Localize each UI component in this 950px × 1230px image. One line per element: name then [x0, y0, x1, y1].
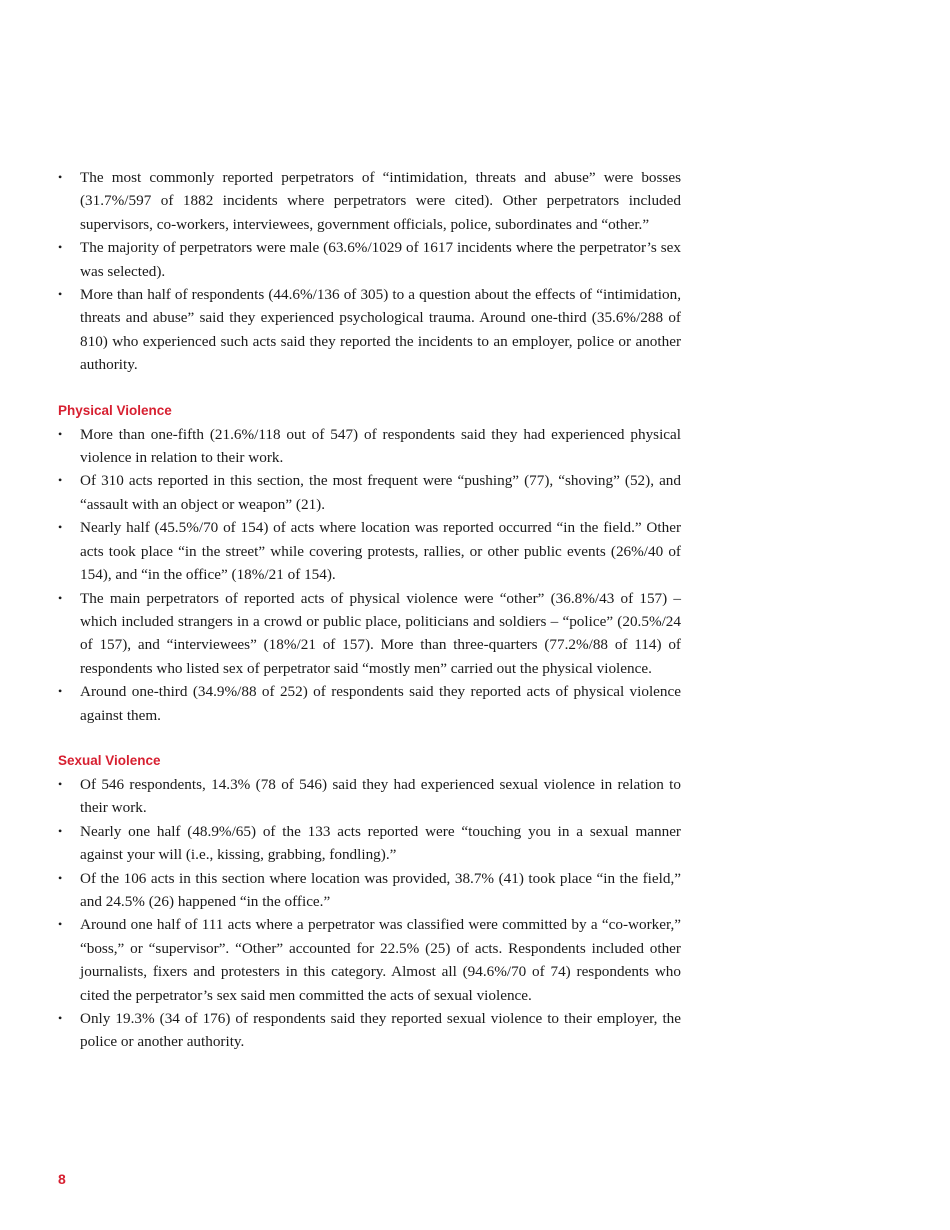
- bullet-glyph: •: [58, 870, 63, 885]
- bullet-glyph: •: [58, 170, 63, 184]
- sexual-violence-bullet-list: [58, 773, 681, 1054]
- list-item: [58, 283, 681, 377]
- bullet-glyph: •: [58, 590, 63, 605]
- physical-violence-bullet-list: [58, 423, 681, 727]
- bullet-text: Of the 106 acts in this section where location was provided, 38.7% (41) took place “in the field,” and 24.5% (26) happened “in the office.”: [80, 869, 681, 910]
- bullet-text: Nearly half (45.5%/70 of 154) of acts where location was reported occurred “in the field.” Other acts took place “in the street” while covering protests, rallies, or other public events (26%/40 of 154), and “in the office” (18%/21 of 154).: [80, 519, 681, 584]
- bullet-glyph: •: [58, 776, 63, 791]
- bullet-text: Around one-third (34.9%/88 of 252) of respondents said they reported acts of physical violence against them.: [80, 683, 681, 724]
- bullet-glyph: •: [58, 520, 63, 535]
- bullet-glyph: •: [58, 823, 63, 838]
- bullet-text: Nearly one half (48.9%/65) of the 133 acts reported were “touching you in a sexual manner against your will (i.e., kissing, grabbing, fondling).”: [80, 822, 681, 864]
- page-number: 8: [58, 1171, 66, 1187]
- bullet-glyph: •: [58, 426, 63, 441]
- list-item: [58, 1007, 681, 1054]
- bullet-text: The majority of perpetrators were male (63.6%/1029 of 1617 incidents where the perpetrator’s sex was selected).: [80, 239, 681, 280]
- list-item: [58, 867, 681, 914]
- bullet-glyph: •: [58, 473, 63, 488]
- bullet-text: The main perpetrators of reported acts of physical violence were “other” (36.8%/43 of 157) – which included strangers in a crowd or public place, politicians and soldiers – “police” (20.5%/24 of 157), and “interviewees” (18%/21 of 157). More than three-quarters (77.2%/88 of 114) of respondents who listed sex of perpetrator said “mostly men” carried out the physical violence.: [80, 589, 681, 677]
- list-item: [58, 166, 681, 236]
- list-item: [58, 587, 681, 681]
- bullet-glyph: •: [58, 917, 63, 932]
- list-item: [58, 516, 681, 586]
- list-item: [58, 469, 681, 516]
- bullet-text: Only 19.3% (34 of 176) of respondents said they reported sexual violence to their employer, the police or another authority.: [80, 1010, 681, 1051]
- bullet-glyph: •: [58, 287, 63, 302]
- list-item: [58, 913, 681, 1007]
- list-item: [58, 680, 681, 727]
- bullet-text: More than one-fifth (21.6%/118 out of 547) of respondents said they had experienced physical violence in relation to their work.: [80, 425, 681, 467]
- list-item: [58, 423, 681, 470]
- bullet-text: Around one half of 111 acts where a perpetrator was classified were committed by a “co-worker,” “boss,” or “supervisor”. “Other” accounted for 22.5% (25) of acts. Respondents included other journalists, fixers and protesters in this category. Almost all (94.6%/70 of 74) respondents who cited the perpetrator’s sex said men committed the acts of sexual violence.: [80, 916, 681, 1004]
- bullet-text: The most commonly reported perpetrators of “intimidation, threats and abuse” were bosses (31.7%/597 of 1882 incidents where perpetrators were cited). Other perpetrators included supervisors, co-workers, interviewees, government officials, police, subordinates and “other.”: [80, 169, 681, 233]
- bullet-text: Of 546 respondents, 14.3% (78 of 546) said they had experienced sexual violence in relation to their work.: [80, 775, 681, 817]
- physical-violence-heading: Physical Violence: [58, 402, 172, 418]
- list-item: [58, 820, 681, 867]
- intimidation-bullet-list: [58, 166, 681, 377]
- bullet-text: Of 310 acts reported in this section, the most frequent were “pushing” (77), “shoving” (52), and “assault with an object or weapon” (21).: [80, 472, 681, 513]
- list-item: [58, 773, 681, 820]
- bullet-glyph: •: [58, 240, 63, 255]
- sexual-violence-heading: Sexual Violence: [58, 752, 161, 768]
- report-body: [58, 166, 681, 1054]
- list-item: [58, 236, 681, 283]
- bullet-glyph: •: [58, 684, 63, 699]
- bullet-text: More than half of respondents (44.6%/136 of 305) to a question about the effects of “intimidation, threats and abuse” said they experienced psychological trauma. Around one-third (35.6%/288 of 810) who experienced such acts said they reported the incidents to an employer, police or another authority.: [80, 286, 681, 374]
- bullet-glyph: •: [58, 1011, 63, 1025]
